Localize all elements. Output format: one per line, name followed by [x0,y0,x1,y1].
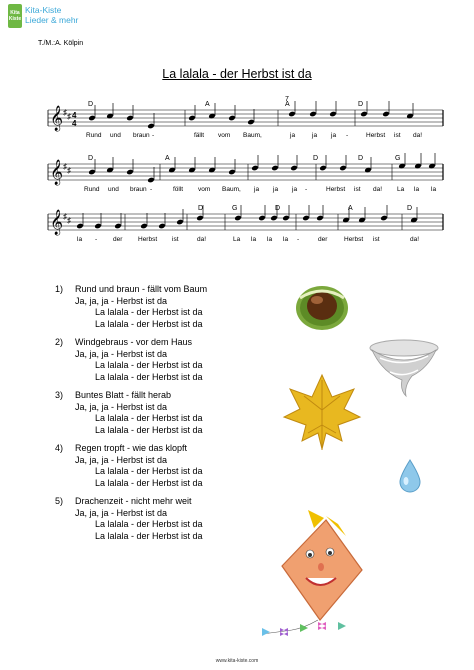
lyric-syllable: Herbst [326,186,346,193]
lyric-syllable: ist [172,236,179,243]
lyric-syllable: ja [312,132,318,139]
verse-number: 5) [55,496,64,506]
verse-line: Ja, ja, ja - Herbst ist da [75,348,168,359]
chord-symbol: A [285,101,290,108]
sheet-music [0,0,474,260]
song-title: La lalala - der Herbst ist da [162,67,312,81]
key-sharp: ♯ [67,216,71,225]
verse-line: La lalala - der Herbst ist da [95,318,203,329]
verse-line: Rund und braun - fällt vom Baum [75,284,208,294]
kite-icon [262,510,362,636]
song-credits: T./M.:A. Kölpin [38,40,84,47]
lyric-syllable: Rund [86,132,102,139]
lyric-syllable: - [95,236,98,243]
verse-line: Drachenzeit - nicht mehr weit [75,496,192,506]
lyric-syllable: der [113,236,123,243]
lyric-syllable: föllt [173,186,184,193]
verse-line: La lalala - der Herbst ist da [95,519,203,529]
lyric-syllable: und [110,132,121,139]
brand-name: Kita-Kiste Lieder & mehr [25,5,79,25]
chord-symbol: D [88,101,94,108]
chestnut-icon [296,286,348,330]
lyric-syllable: la [414,186,420,193]
verse-line: La lalala - der Herbst ist da [95,466,203,476]
verse-number: 1) [55,284,64,294]
lyric-syllable: braun [133,132,150,139]
verse-line: La lalala - der Herbst ist da [95,413,203,423]
lyric-syllable: - [152,132,155,139]
raindrop-icon [400,460,420,492]
verse-line: La lalala - der Herbst ist da [95,371,203,382]
lyric-syllable: - [150,186,153,193]
lyric-syllable: ja [273,186,279,193]
verse-line: Buntes Blatt - fällt herab [75,390,172,400]
lyric-syllable: vom [218,132,231,139]
lyric-syllable: ist [373,236,380,243]
lyric-syllable: - [305,186,308,193]
verse-line: La lalala - der Herbst ist da [95,424,203,435]
lyric-syllable: ja [331,132,337,139]
lyric-syllable: Herbst [366,132,386,139]
verse-number: 2) [55,337,64,347]
lyric-syllable: ja [292,186,298,193]
verse-number: 4) [55,443,64,453]
chord-extension: 7 [285,96,289,103]
key-sharp: ♯ [63,212,67,221]
tornado-icon [370,340,438,396]
lyric-syllable: da! [410,236,420,243]
lyric-syllable: la [431,186,437,193]
verse-line: La lalala - der Herbst ist da [95,530,203,541]
time-signature: 4 [72,119,77,128]
logo: Kita Kiste [8,4,22,28]
lyric-syllable: Herbst [138,236,158,243]
verse-line: Regen tropft - wie das klopft [75,443,188,453]
lyric-syllable: La [397,186,405,193]
leaf-icon [284,375,360,450]
lyric-syllable: und [108,186,119,193]
verse-line: La lalala - der Herbst ist da [95,477,203,488]
lyric-syllable: la [283,236,289,243]
chord-symbol: G [395,155,401,162]
verse-line: Ja, ja, ja - Herbst ist da [75,401,168,412]
verse-line: La lalala - der Herbst ist da [95,307,203,317]
lyric-syllable: vom [198,186,211,193]
treble-clef: 𝄞 [50,106,64,131]
lyric-syllable: ist [394,132,401,139]
chord-symbol: A [205,101,210,108]
lyric-syllable: la [77,236,83,243]
lyric-syllable: Baum, [222,186,241,193]
lyric-syllable: braun [130,186,147,193]
lyric-syllable: Rund [84,186,100,193]
key-sharp: ♯ [63,108,67,117]
lyric-syllable: ist [354,186,361,193]
key-sharp: ♯ [67,166,71,175]
lyric-syllable: der [318,236,328,243]
lyric-syllable: da! [373,186,383,193]
chord-symbol: D [407,205,413,212]
lyric-syllable: - [297,236,300,243]
verse-line: Ja, ja, ja - Herbst ist da [75,295,168,306]
verse-line: La lalala - der Herbst ist da [95,360,203,370]
key-sharp: ♯ [67,112,71,121]
chord-symbol: D [275,205,281,212]
treble-clef: 𝄞 [50,160,64,185]
lyric-syllable: Herbst [344,236,364,243]
chord-symbol: D [88,155,94,162]
chord-symbol: D [313,155,319,162]
verse-number: 3) [55,390,64,400]
time-signature: 4 [72,111,77,120]
lyric-syllable: La [233,236,241,243]
verse-line: Ja, ja, ja - Herbst ist da [75,454,168,465]
lyric-syllable: ja [254,186,260,193]
verse-line: Ja, ja, ja - Herbst ist da [75,507,168,518]
lyric-syllable: da! [197,236,207,243]
chord-symbol: D [358,101,364,108]
key-sharp: ♯ [63,162,67,171]
chord-symbol: D [198,205,204,212]
chord-symbol: D [358,155,364,162]
lyric-syllable: fällt [194,132,205,139]
chord-symbol: G [232,205,238,212]
lyric-syllable: la [251,236,257,243]
verse-line: Windgebraus - vor dem Haus [75,337,193,347]
treble-clef: 𝄞 [50,210,64,235]
chord-symbol: A [165,155,170,162]
footer-url: www.kita-kiste.com [215,658,259,664]
lyric-syllable: da! [413,132,423,139]
lyric-syllable: - [346,132,349,139]
lyric-syllable: Baum, [243,132,262,139]
chord-symbol: A [348,205,353,212]
lyric-syllable: la [267,236,273,243]
lyric-syllable: ja [290,132,296,139]
